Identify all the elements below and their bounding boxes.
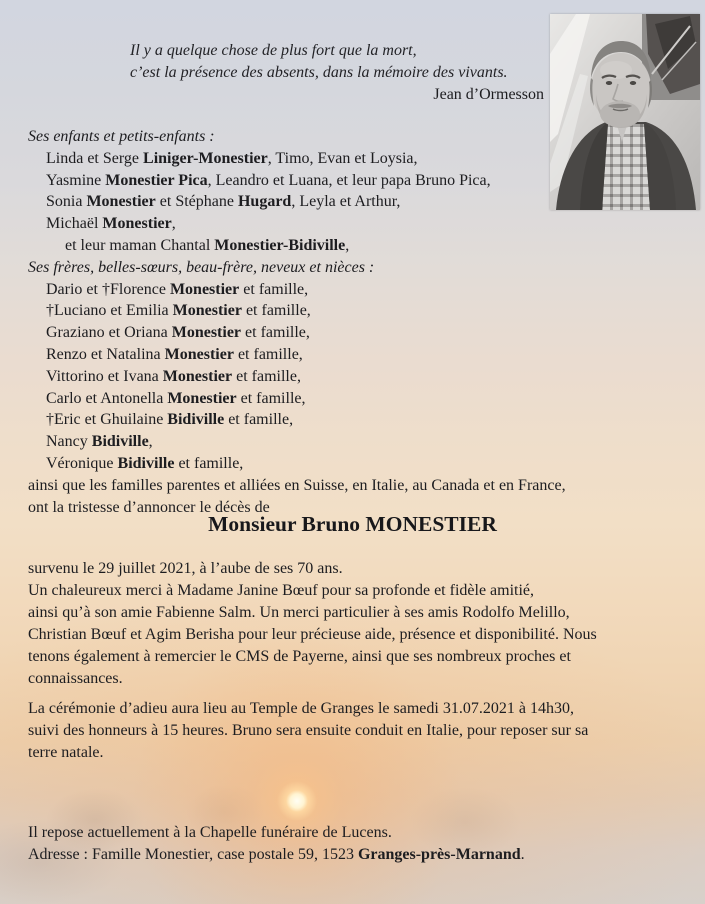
text-segment: et famille,	[232, 367, 301, 385]
text-line	[28, 822, 597, 844]
text-segment: Ses enfants et petits-enfants :	[28, 128, 215, 145]
text-segment: Granges-près-Marnand	[357, 846, 521, 863]
text-segment: Ses frères, belles-sœurs, beau-frère, neveux et nièces :	[28, 258, 375, 276]
text-segment: , Leandro et Luana, et leur papa Bruno Pica,	[207, 171, 491, 189]
text-segment: et famille,	[224, 411, 294, 429]
quote-line-1: Il y a quelque chose de plus fort que la mort,	[130, 42, 417, 59]
quote-attribution: Jean d’Ormesson	[433, 86, 544, 103]
text-segment: Michaël	[46, 215, 103, 233]
text-line	[28, 235, 566, 257]
text-segment: Monestier	[167, 389, 237, 407]
text-segment: Un chaleureux merci à Madame Janine Bœuf pour sa profonde et fidèle amitié,	[28, 582, 535, 599]
text-line	[28, 844, 597, 866]
text-line	[28, 257, 566, 279]
text-segment: Monestier-Bidiville	[214, 236, 346, 254]
text-segment: Monestier	[172, 302, 242, 320]
text-segment: Graziano et Oriana	[46, 324, 172, 342]
text-segment: Christian Bœuf et Agim Berisha pour leur précieuse aide, présence et disponibilité. Nous	[28, 626, 597, 643]
text-line	[28, 453, 566, 475]
text-segment: Liniger-Monestier	[143, 149, 268, 167]
text-segment: , Timo, Evan et Loysia,	[267, 149, 418, 167]
text-segment: Nancy	[46, 433, 92, 451]
portrait-photo	[550, 14, 700, 210]
text-segment: Carlo et Antonella	[46, 389, 168, 407]
text-line	[28, 344, 566, 366]
text-segment: Il repose actuellement à la Chapelle funéraire de Lucens.	[28, 824, 392, 841]
text-segment: Hugard	[237, 193, 292, 211]
memorial-quote	[130, 40, 544, 106]
text-line	[28, 624, 597, 646]
text-line	[28, 322, 566, 344]
text-segment: et famille,	[241, 324, 310, 342]
text-line	[28, 148, 566, 170]
text-segment: ,	[171, 215, 176, 233]
quote-line-2: c’est la présence des absents, dans la mémoire des vivants.	[130, 64, 508, 81]
text-line	[28, 558, 597, 580]
text-segment: ont la tristesse d’annoncer le décès de	[28, 498, 270, 516]
text-segment: Véronique	[46, 454, 118, 472]
text-line	[28, 126, 566, 148]
text-segment: Monestier	[86, 193, 156, 211]
text-segment: Sonia	[46, 193, 87, 211]
text-segment: terre natale.	[28, 744, 104, 761]
text-segment: connaissances.	[28, 670, 123, 687]
text-segment: Monestier	[102, 215, 172, 233]
text-segment: Bidiville	[91, 433, 149, 451]
text-segment: survenu le 29 juillet 2021, à l’aube de ses 70 ans.	[28, 560, 343, 577]
text-segment: †Eric et Ghuilaine	[46, 411, 168, 429]
text-line	[28, 191, 566, 213]
text-segment: et famille,	[236, 389, 306, 407]
text-line	[28, 602, 597, 624]
text-segment: tenons également à remercier le CMS de Payerne, ainsi que ses nombreux proches et	[28, 648, 571, 665]
text-line	[28, 646, 597, 668]
text-segment: Linda et Serge	[46, 149, 144, 167]
family-list	[28, 126, 566, 518]
announcement-text	[28, 558, 597, 866]
text-segment: Bidiville	[117, 454, 175, 472]
text-segment: Renzo et Natalina	[46, 345, 165, 363]
text-segment: Monestier Pica	[105, 171, 208, 189]
text-segment: et Stéphane	[155, 193, 238, 211]
text-line	[28, 720, 597, 742]
text-segment: ainsi qu’à son amie Fabienne Salm. Un merci particulier à ses amis Rodolfo Melillo,	[28, 604, 570, 621]
text-segment: et famille,	[174, 454, 244, 472]
text-line	[28, 698, 597, 720]
text-line	[28, 388, 566, 410]
text-segment: ,	[148, 433, 153, 451]
text-segment: ainsi que les familles parentes et alliées en Suisse, en Italie, au Canada et en France,	[28, 476, 566, 494]
deceased-name-title: Monsieur Bruno MONESTIER	[208, 512, 497, 536]
text-line	[28, 366, 566, 388]
text-line	[28, 431, 566, 453]
text-segment: .	[520, 846, 525, 863]
text-line	[28, 742, 597, 764]
text-line	[28, 213, 566, 235]
text-segment: et famille,	[239, 280, 309, 298]
text-segment: ,	[345, 236, 350, 254]
text-segment: Bidiville	[167, 411, 225, 429]
text-segment: †Luciano et Emilia	[46, 302, 173, 320]
text-segment: Monestier	[162, 367, 233, 385]
text-segment: Monestier	[169, 280, 240, 298]
text-segment: Yasmine	[46, 171, 106, 189]
text-segment: Adresse : Famille Monestier, case postale 59, 1523	[28, 846, 358, 863]
text-line	[28, 279, 566, 301]
text-segment: , Leyla et Arthur,	[291, 193, 401, 211]
text-segment: et famille,	[233, 345, 303, 363]
text-segment: Monestier	[164, 345, 234, 363]
text-line	[28, 409, 566, 431]
text-line	[28, 300, 566, 322]
text-line	[28, 170, 566, 192]
text-segment: Dario et †Florence	[46, 280, 170, 298]
text-line	[28, 668, 597, 690]
text-segment: suivi des honneurs à 15 heures. Bruno sera ensuite conduit en Italie, pour reposer sur sa	[28, 722, 589, 739]
text-segment: La cérémonie d’adieu aura lieu au Temple de Granges le samedi 31.07.2021 à 14h30,	[28, 700, 574, 717]
text-segment: et famille,	[241, 302, 311, 320]
text-segment: Vittorino et Ivana	[46, 367, 163, 385]
text-segment: Monestier	[171, 324, 242, 342]
text-segment: et leur maman Chantal	[65, 236, 215, 254]
text-line	[28, 475, 566, 497]
text-line	[28, 580, 597, 602]
